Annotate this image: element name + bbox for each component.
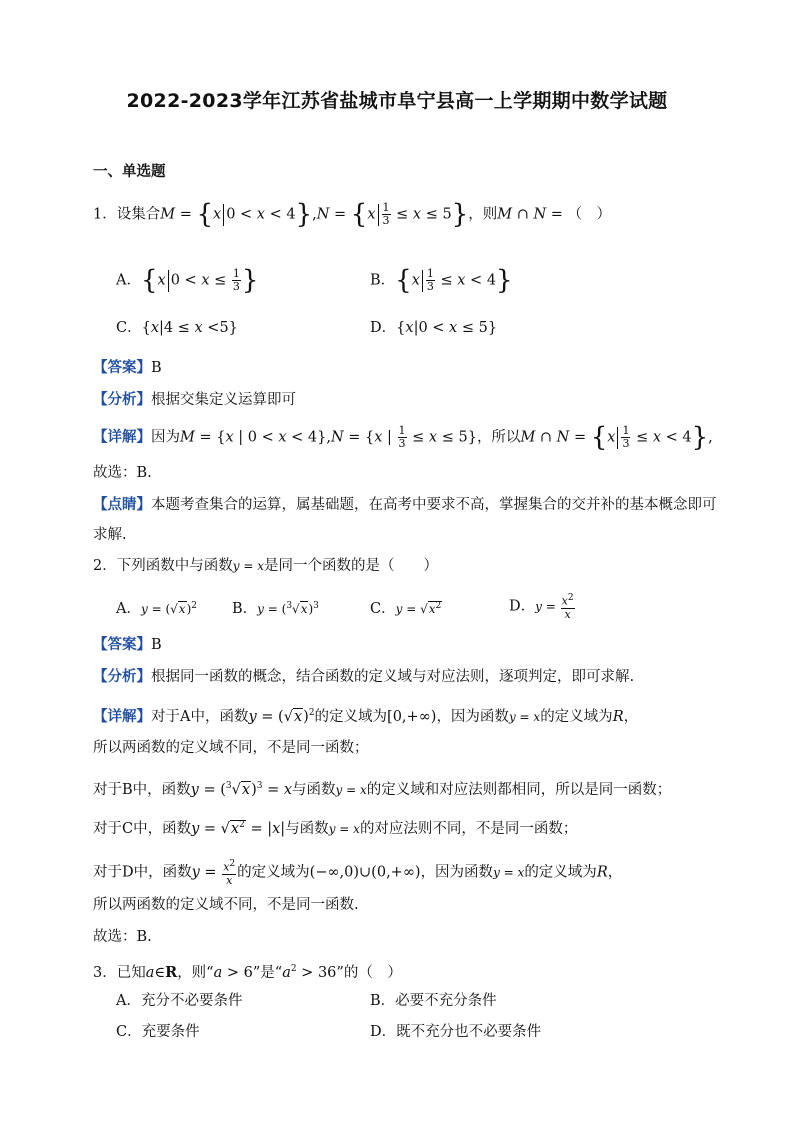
q2-detail-d-line2: 所以两函数的定义域不同，不是同一函数.	[93, 897, 359, 913]
q2-option-b: B．$y = (^3√x)^3$	[232, 601, 319, 617]
q1-option-b: B．{x $\frac{1}{3}$ ≤ x < 4}	[370, 265, 513, 296]
page-title: 2022-2023学年江苏省盐城市阜宁县高一上学期期中数学试题	[126, 90, 668, 112]
q2-answer: 【答案】B	[93, 637, 162, 653]
q3-option-d: D．既不充分也不必要条件	[370, 1024, 542, 1040]
q2-conclusion: 故选：B.	[93, 929, 152, 945]
section-heading: 一、单选题	[93, 164, 166, 180]
q1-option-a: A．{x 0 < x ≤ $\frac{1}{3}$ }	[116, 265, 259, 296]
q1-option-d: D．{x|0 < x ≤ 5}	[370, 320, 498, 336]
q1-analysis: 【分析】根据交集定义运算即可	[93, 392, 296, 408]
q1-comment: 【点睛】本题考查集合的运算，属基础题，在高考中要求不高，掌握集合的交并补的基本概念即可	[93, 497, 717, 513]
q2-detail-b: 对于B中，函数$y = (^3√x)^3 = x$与函数y = x的定义域和对应法则都相同，所以是同一函数；	[93, 781, 672, 798]
q3-option-a: A．充分不必要条件	[116, 993, 243, 1009]
q2-detail-a: 【详解】对于A中，函数$y = (√x)^2$的定义域为[0,+∞)，因为函数y = x的定义域为R，	[93, 708, 639, 725]
q3-option-b: B．必要不充分条件	[370, 993, 497, 1009]
q1-detail: 【详解】因为M = {x | 0 < x < 4},N = {x | $\frac{1}{3}$ ≤ x ≤ 5}，所以M ∩ N = {x $\frac{1}{3}$ ≤ x < 4},	[93, 422, 713, 453]
q2-option-c: C．$y = √x^2$	[370, 601, 442, 617]
q2-detail-a-line2: 所以两函数的定义域不同，不是同一函数；	[93, 740, 369, 756]
q2-option-a: A．$y = (√x)^2$	[116, 601, 197, 617]
q2-option-d: D．y = $\frac{x^2}{x}$	[509, 593, 574, 621]
q2-analysis: 【分析】根据同一函数的概念，结合函数的定义域与对应法则，逐项判定，即可求解.	[93, 669, 635, 685]
q1-conclusion: 故选：B.	[93, 465, 152, 481]
q3-stem: 3．已知a∈R，则“a > 6”是“$a^2 > 36$”的（ ）	[93, 963, 402, 981]
q1-answer: 【答案】B	[93, 360, 162, 376]
q2-detail-c: 对于C中，函数$y = √x^2 = |x|$与函数y = x的对应法则不同，不是同一函数；	[93, 820, 578, 837]
q2-stem: 2．下列函数中与函数y = x是同一个函数的是（ ）	[93, 558, 438, 574]
q1-stem: 1．设集合M = {x 0 < x < 4},N = {x $\frac{1}{3}$ ≤ x ≤ 5}，则M ∩ N = （ ）	[93, 199, 612, 230]
q2-detail-d: 对于D中，函数y = $\frac{x^2}{x}$ 的定义域为(−∞,0)∪(0,+∞)，因为函数y = x的定义域为R，	[93, 859, 623, 887]
q3-option-c: C．充要条件	[116, 1024, 200, 1040]
q1-option-c: C．{x|4 ≤ x <5}	[116, 320, 238, 336]
q1-comment-line2: 求解.	[93, 527, 127, 543]
